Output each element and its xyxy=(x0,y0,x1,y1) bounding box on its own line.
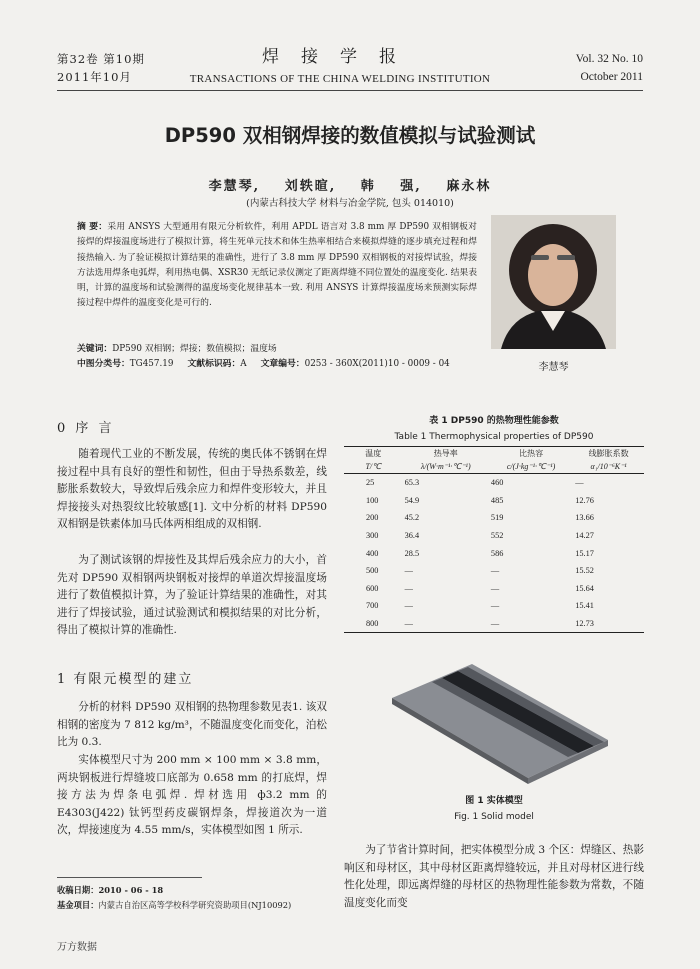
journal-issue-cn xyxy=(57,50,145,86)
issue-date-en: October 2011 xyxy=(580,71,643,83)
table-row xyxy=(344,527,644,545)
intro-paragraph-2: 为了测试该钢的焊接性及其焊后残余应力的大小，首先对 DP590 双相钢两块钢板对接焊的单道次焊接温度场进行了数值模拟计算，为了验证计算结果的准确性，对其进行了焊接试验，通过试验测试和模拟结果的对比分析，得出了模拟计算的准确性. xyxy=(57,554,327,637)
table-header: 线膨胀系数 xyxy=(573,447,644,461)
table-cell: 15.17 xyxy=(575,548,594,558)
table-cell: 100 xyxy=(366,495,379,505)
table-cell: 54.9 xyxy=(404,495,420,505)
figure-caption-cn: 图 1 实体模型 xyxy=(465,796,523,806)
table-cell: 36.4 xyxy=(404,531,420,541)
table-cell: 45.2 xyxy=(404,513,420,523)
table-cell: 485 xyxy=(490,495,504,505)
table-cell: 400 xyxy=(366,548,379,558)
class-label: 中图分类号： xyxy=(77,359,130,369)
photo-caption: 李慧琴 xyxy=(538,362,569,373)
table-cell: — xyxy=(404,583,413,593)
table-subheader: α₁/10⁻⁶K⁻¹ xyxy=(573,460,644,474)
table-cell: 15.41 xyxy=(575,601,594,611)
table-cell: 65.3 xyxy=(404,478,420,488)
table-row xyxy=(344,544,644,562)
table-row xyxy=(344,492,644,510)
table-header: 比热容 xyxy=(489,447,573,461)
table-cell: 13.66 xyxy=(575,513,594,523)
table-row xyxy=(344,509,644,527)
table-row xyxy=(344,474,644,492)
journal-name-en: TRANSACTIONS OF THE CHINA WELDING INSTITUTION xyxy=(189,73,491,85)
figure-caption xyxy=(344,793,644,825)
issue-date: 2011年10月 xyxy=(57,70,132,84)
table-cell: 519 xyxy=(490,513,504,523)
table-subheader: T/℃ xyxy=(344,460,403,474)
author-photo xyxy=(491,215,616,349)
table-row xyxy=(344,597,644,615)
model-paragraph-1: 分析的材料 DP590 双相钢的热物理参数见表1. 该双相钢的密度为 7 812 kg/m³，不随温度变化而变化，泊松比为 0.3. xyxy=(57,701,327,749)
keywords-label: 关键词： xyxy=(77,344,113,354)
table-cell: 460 xyxy=(490,478,504,488)
table-cell: 600 xyxy=(366,583,379,593)
article-text: 0253 - 360X(2011)10 - 0009 - 04 xyxy=(304,359,450,369)
table-cell: — xyxy=(490,601,500,611)
model-paragraph-2: 实体模型尺寸为 200 mm × 100 mm × 3.8 mm，两块钢板进行焊缝坡口底部为 0.658 mm 的打底焊，焊接方法为焊条电弧焊. 焊材选用 ф3.2 mm 的 E4303(J422) 钛钙型药皮碳钢焊条，焊接道次为一道次，焊接速度为 4.55 mm/s，实体模型如图 1 所示. xyxy=(57,754,327,837)
table-cell: — xyxy=(490,583,500,593)
table-cell: 28.5 xyxy=(404,548,420,558)
keywords-text: DP590 双相钢；焊接；数值模拟；温度场 xyxy=(112,344,277,354)
class-text: TG457.19 xyxy=(129,359,174,369)
table-cell: 25 xyxy=(366,478,375,488)
doc-text: A xyxy=(240,359,247,369)
paper-title: DP590 双相钢焊接的数值模拟与试验测试 xyxy=(164,124,536,147)
thermophysical-table xyxy=(344,446,644,633)
footnote-fund-label: 基金项目： xyxy=(57,900,99,910)
affiliation: (内蒙古科技大学 材料与冶金学院, 包头 014010) xyxy=(246,198,454,209)
solid-model-figure xyxy=(380,660,620,790)
table-caption xyxy=(344,413,644,445)
footnote-fund: 内蒙古自治区高等学校科学研究资助项目(NJ10092) xyxy=(98,900,292,910)
table-cell: 200 xyxy=(366,513,379,523)
table-subheader: c/(J·kg⁻¹·℃⁻¹) xyxy=(489,460,573,474)
footnote-received: 收稿日期：2010 - 06 - 18 xyxy=(57,885,164,895)
table-cell: — xyxy=(404,566,413,576)
footnote-rule xyxy=(57,877,202,878)
journal-name xyxy=(170,42,510,85)
table-cell: 15.52 xyxy=(575,566,594,576)
table-cell: 14.27 xyxy=(575,531,594,541)
model-paragraph-3: 为了节省计算时间，把实体模型分成 3 个区：焊缝区、热影响区和母材区，其中母材区距离焊缝较远，并且对母材区进行线性化处理，即远离焊缝的母材区的热物理性能参数为常数，不随温度变化而变 xyxy=(344,844,644,909)
intro-paragraph-1: 随着现代工业的不断发展，传统的奥氏体不锈钢在焊接过程中具有良好的塑性和韧性，但由于导热系数差，线膨胀系数较大，导致焊后残余应力和焊件变形较大，并且焊接接头对热裂纹比较敏感[1]. 文中分析的材料 DP590 双相钢是铁素体加马氏体两相组成的双相钢. xyxy=(57,448,327,531)
table-cell: 700 xyxy=(366,601,379,611)
author-list: 李慧琴, 刘轶暄, 韩 强, 麻永林 xyxy=(208,179,492,194)
footnotes xyxy=(57,883,337,913)
table-cell: — xyxy=(403,615,489,633)
keywords-block xyxy=(77,342,487,372)
table-cell: 300 xyxy=(366,531,379,541)
abstract-text: 采用 ANSYS 大型通用有限元分析软件，利用 APDL 语言对 3.8 mm 厚 DP590 双相钢板对接焊的焊接温度场进行了模拟计算，将生死单元技术和体生热率相结合来模拟焊缝的逐步填充过程和焊接热输入. 为了验证模拟计算结果的准确性，进行了 3.8 mm 厚 DP590 双相钢板的对接焊试验，焊接方法选用焊条电弧焊，利用热电偶、XSR30 无纸记录仪测定了距离焊缝不同位置处的温度变化. 结果表明，计算的温度场和试验测得的温度场变化规律基本一致. 利用 ANSYS 计算焊接温度场来预测实际焊接过程中焊件的温度变化是可行的. xyxy=(77,222,477,309)
header-rule xyxy=(57,90,643,91)
table-caption-en: Table 1 Thermophysical properties of DP590 xyxy=(394,432,594,442)
table-cell: 586 xyxy=(490,548,504,558)
table-cell: — xyxy=(490,566,500,576)
table-caption-cn: 表 1 DP590 的热物理性能参数 xyxy=(429,416,559,426)
doc-label: 文献标识码： xyxy=(187,359,241,369)
journal-name-cn: 焊接学报 xyxy=(262,47,418,67)
volume-issue-en: Vol. 32 No. 10 xyxy=(575,53,643,65)
table-cell: 552 xyxy=(490,531,504,541)
table-cell: 12.73 xyxy=(573,615,644,633)
section-heading-model: 1 有限元模型的建立 xyxy=(57,672,194,687)
journal-issue-en xyxy=(525,50,643,86)
table-cell: — xyxy=(489,615,573,633)
abstract-label: 摘 要： xyxy=(77,222,108,232)
table-cell: 15.64 xyxy=(575,583,594,593)
table-row xyxy=(344,562,644,580)
table-cell: 12.76 xyxy=(575,495,594,505)
table-row xyxy=(344,615,644,633)
table-cell: 800 xyxy=(344,615,403,633)
table-cell: — xyxy=(575,478,584,488)
table-cell: — xyxy=(404,601,413,611)
solid-model-image xyxy=(380,660,620,790)
watermark: 万方数据 xyxy=(57,942,97,953)
abstract xyxy=(77,220,477,312)
author-portrait-image xyxy=(491,215,616,349)
table-subheader: λ/(W·m⁻¹·℃⁻¹) xyxy=(403,460,489,474)
table-cell: 500 xyxy=(366,566,379,576)
article-label: 文章编号： xyxy=(260,359,305,369)
figure-caption-en: Fig. 1 Solid model xyxy=(454,812,534,822)
table-header: 热导率 xyxy=(403,447,489,461)
table-header: 温度 xyxy=(344,447,403,461)
section-heading-intro: 0 序 言 xyxy=(57,421,115,436)
table-row xyxy=(344,580,644,598)
table-body xyxy=(344,474,644,633)
volume-issue: 第32卷 第10期 xyxy=(57,52,145,66)
